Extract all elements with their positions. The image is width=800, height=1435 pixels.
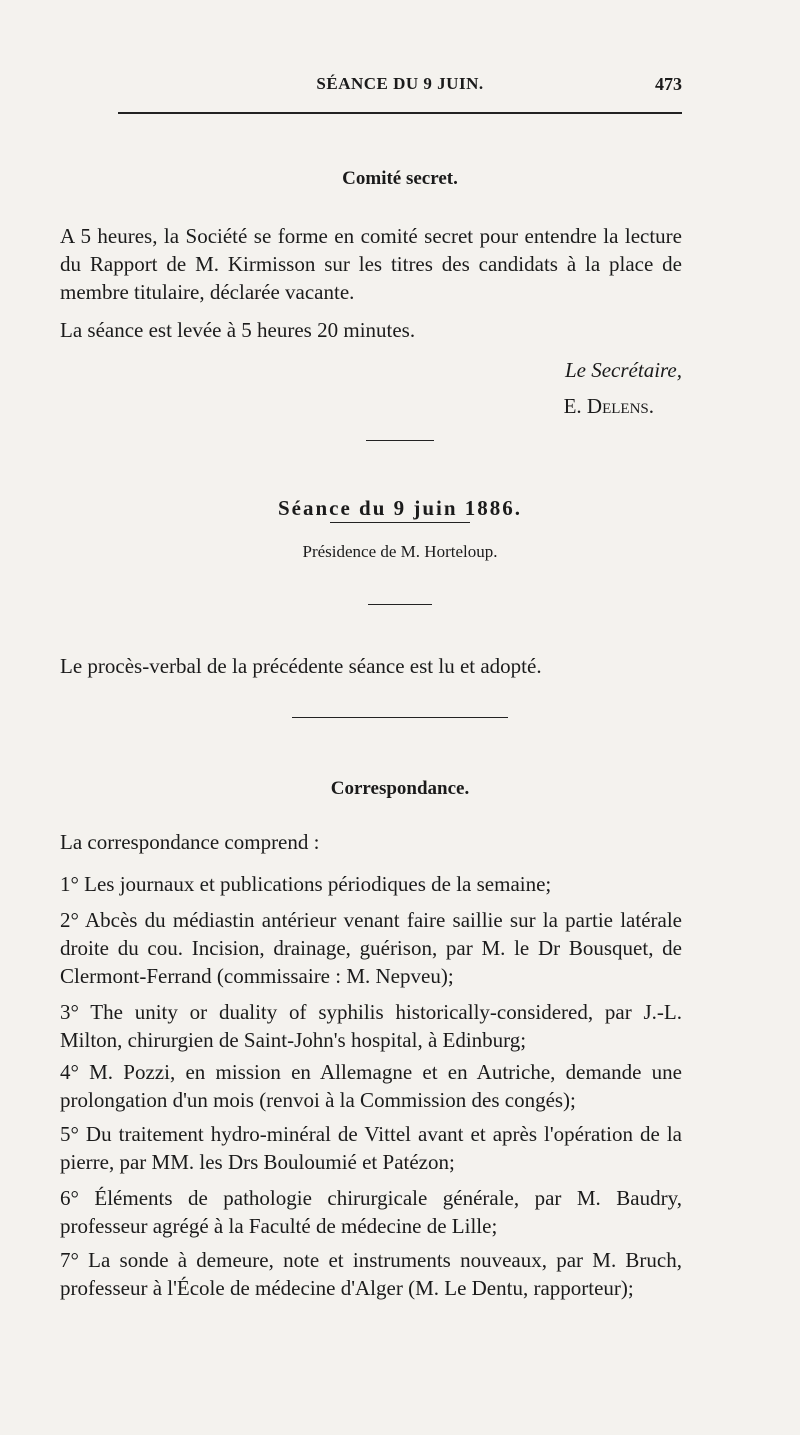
signature-name: E. Delens. [563,394,654,418]
section-rule [366,440,434,441]
header-rule [118,112,682,114]
seance-heading-underline [330,522,470,523]
presidence-line: Présidence de M. Horteloup. [302,542,498,561]
signature-title: Le Secrétaire, [564,358,682,382]
seance-heading: Séance du 9 juin 1886. [277,496,523,520]
section-separator [292,717,508,718]
comite-paragraph [60,222,682,306]
comite-paragraph-text: A 5 heures, la Société se forme en comité secret pour entendre la lecture du Rapport de M. Kirmisson sur les titres des candidats à la place de membre titulaire, déclarée vacante. [60,224,682,304]
correspondance-item-2: 2° Abcès du médiastin antérieur venant faire saillie sur la partie latérale droite du cou. Incision, drainage, guérison, par M. le Dr Bousquet, de Clermont-Ferrand (commissaire : M. Nepveu); [60,908,682,988]
running-head-title: SÉANCE DU 9 JUIN. [316,74,484,93]
correspondance-intro: La correspondance comprend : [60,830,320,854]
correspondance-item-6: 6° Éléments de pathologie chirurgicale générale, par M. Baudry, professeur agrégé à la Faculté de médecine de Lille; [60,1186,682,1238]
page-number: 473 [655,74,682,94]
proces-verbal: Le procès-verbal de la précédente séance est lu et adopté. [60,654,542,678]
comite-heading: Comité secret. [342,168,458,189]
correspondance-heading: Correspondance. [330,778,470,799]
correspondance-item-3: 3° The unity or duality of syphilis historically-considered, par J.-L. Milton, chirurgien de Saint-John's hospital, à Edinburg; [60,1000,682,1052]
correspondance-item-1: 1° Les journaux et publications périodiques de la semaine; [60,872,552,896]
correspondance-item-5: 5° Du traitement hydro-minéral de Vittel avant et après l'opération de la pierre, par MM. les Drs Bouloumié et Patézon; [60,1122,682,1174]
running-head [0,74,800,104]
presidence-rule [368,604,432,605]
correspondance-item-7: 7° La sonde à demeure, note et instruments nouveaux, par M. Bruch, professeur à l'École de médecine d'Alger (M. Le Dentu, rapporteur); [60,1248,682,1300]
correspondance-item-4: 4° M. Pozzi, en mission en Allemagne et en Autriche, demande une prolongation d'un mois (renvoi à la Commission des congés); [60,1060,682,1112]
comite-closing: La séance est levée à 5 heures 20 minutes. [60,318,416,342]
